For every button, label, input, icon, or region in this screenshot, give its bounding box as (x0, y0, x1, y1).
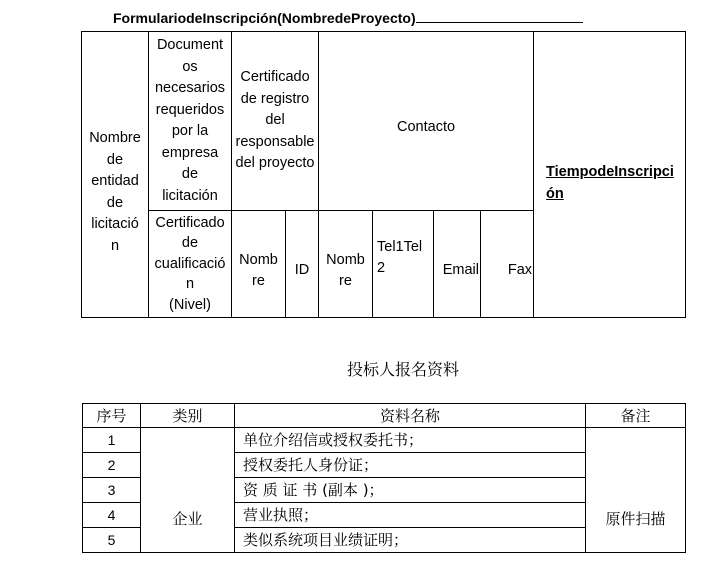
title-blank-line (416, 11, 583, 23)
material-name: 类似系统项目业绩证明； (235, 528, 586, 553)
contact-fax-header: Fax (481, 211, 534, 318)
col-header-material-name: 资料名称 (235, 404, 586, 428)
table-row (83, 428, 686, 453)
contact-header: Contacto (319, 32, 534, 211)
manager-name-header: Nomb re (232, 211, 286, 318)
registration-table (81, 31, 686, 318)
material-name: 授权委托人身份证； (235, 453, 586, 478)
row-number: 5 (83, 528, 141, 553)
qualification-certificate-header: Certificado de cualificació n (Nivel) (149, 211, 232, 318)
header-row-top (82, 32, 686, 211)
row-number: 4 (83, 503, 141, 528)
manager-registration-certificate-header: Certificado de registro del responsable del proyecto (232, 32, 319, 211)
form-title (113, 10, 583, 26)
row-number: 3 (83, 478, 141, 503)
registration-time-header: TiempodeInscripci ón (534, 32, 686, 318)
col-header-remark: 备注 (586, 404, 686, 428)
col-header-seq: 序号 (83, 404, 141, 428)
material-name: 营业执照； (235, 503, 586, 528)
contact-email-header: Email (434, 211, 481, 318)
col-header-category: 类别 (141, 404, 235, 428)
entity-name-header: Nombre de entidad de licitació n (82, 32, 149, 318)
material-name: 资 质 证 书 (副本 )； (235, 478, 586, 503)
contact-name-header: Nomb re (319, 211, 373, 318)
manager-id-header: ID (286, 211, 319, 318)
materials-table (82, 403, 686, 553)
material-name: 单位介绍信或授权委托书； (235, 428, 586, 453)
row-number: 1 (83, 428, 141, 453)
required-documents-header: Document os necesarios requeridos por la empresa de licitación (149, 32, 232, 211)
remark-cell: 原件扫描 (586, 428, 686, 553)
category-cell: 企业 (141, 428, 235, 553)
materials-heading: 投标人报名资料 (347, 360, 460, 379)
table-header-row (83, 404, 686, 428)
form-title-text: FormulariodeInscripción(NombredeProyecto) (113, 10, 416, 26)
contact-tel-header: Tel1Tel 2 (373, 211, 434, 318)
row-number: 2 (83, 453, 141, 478)
